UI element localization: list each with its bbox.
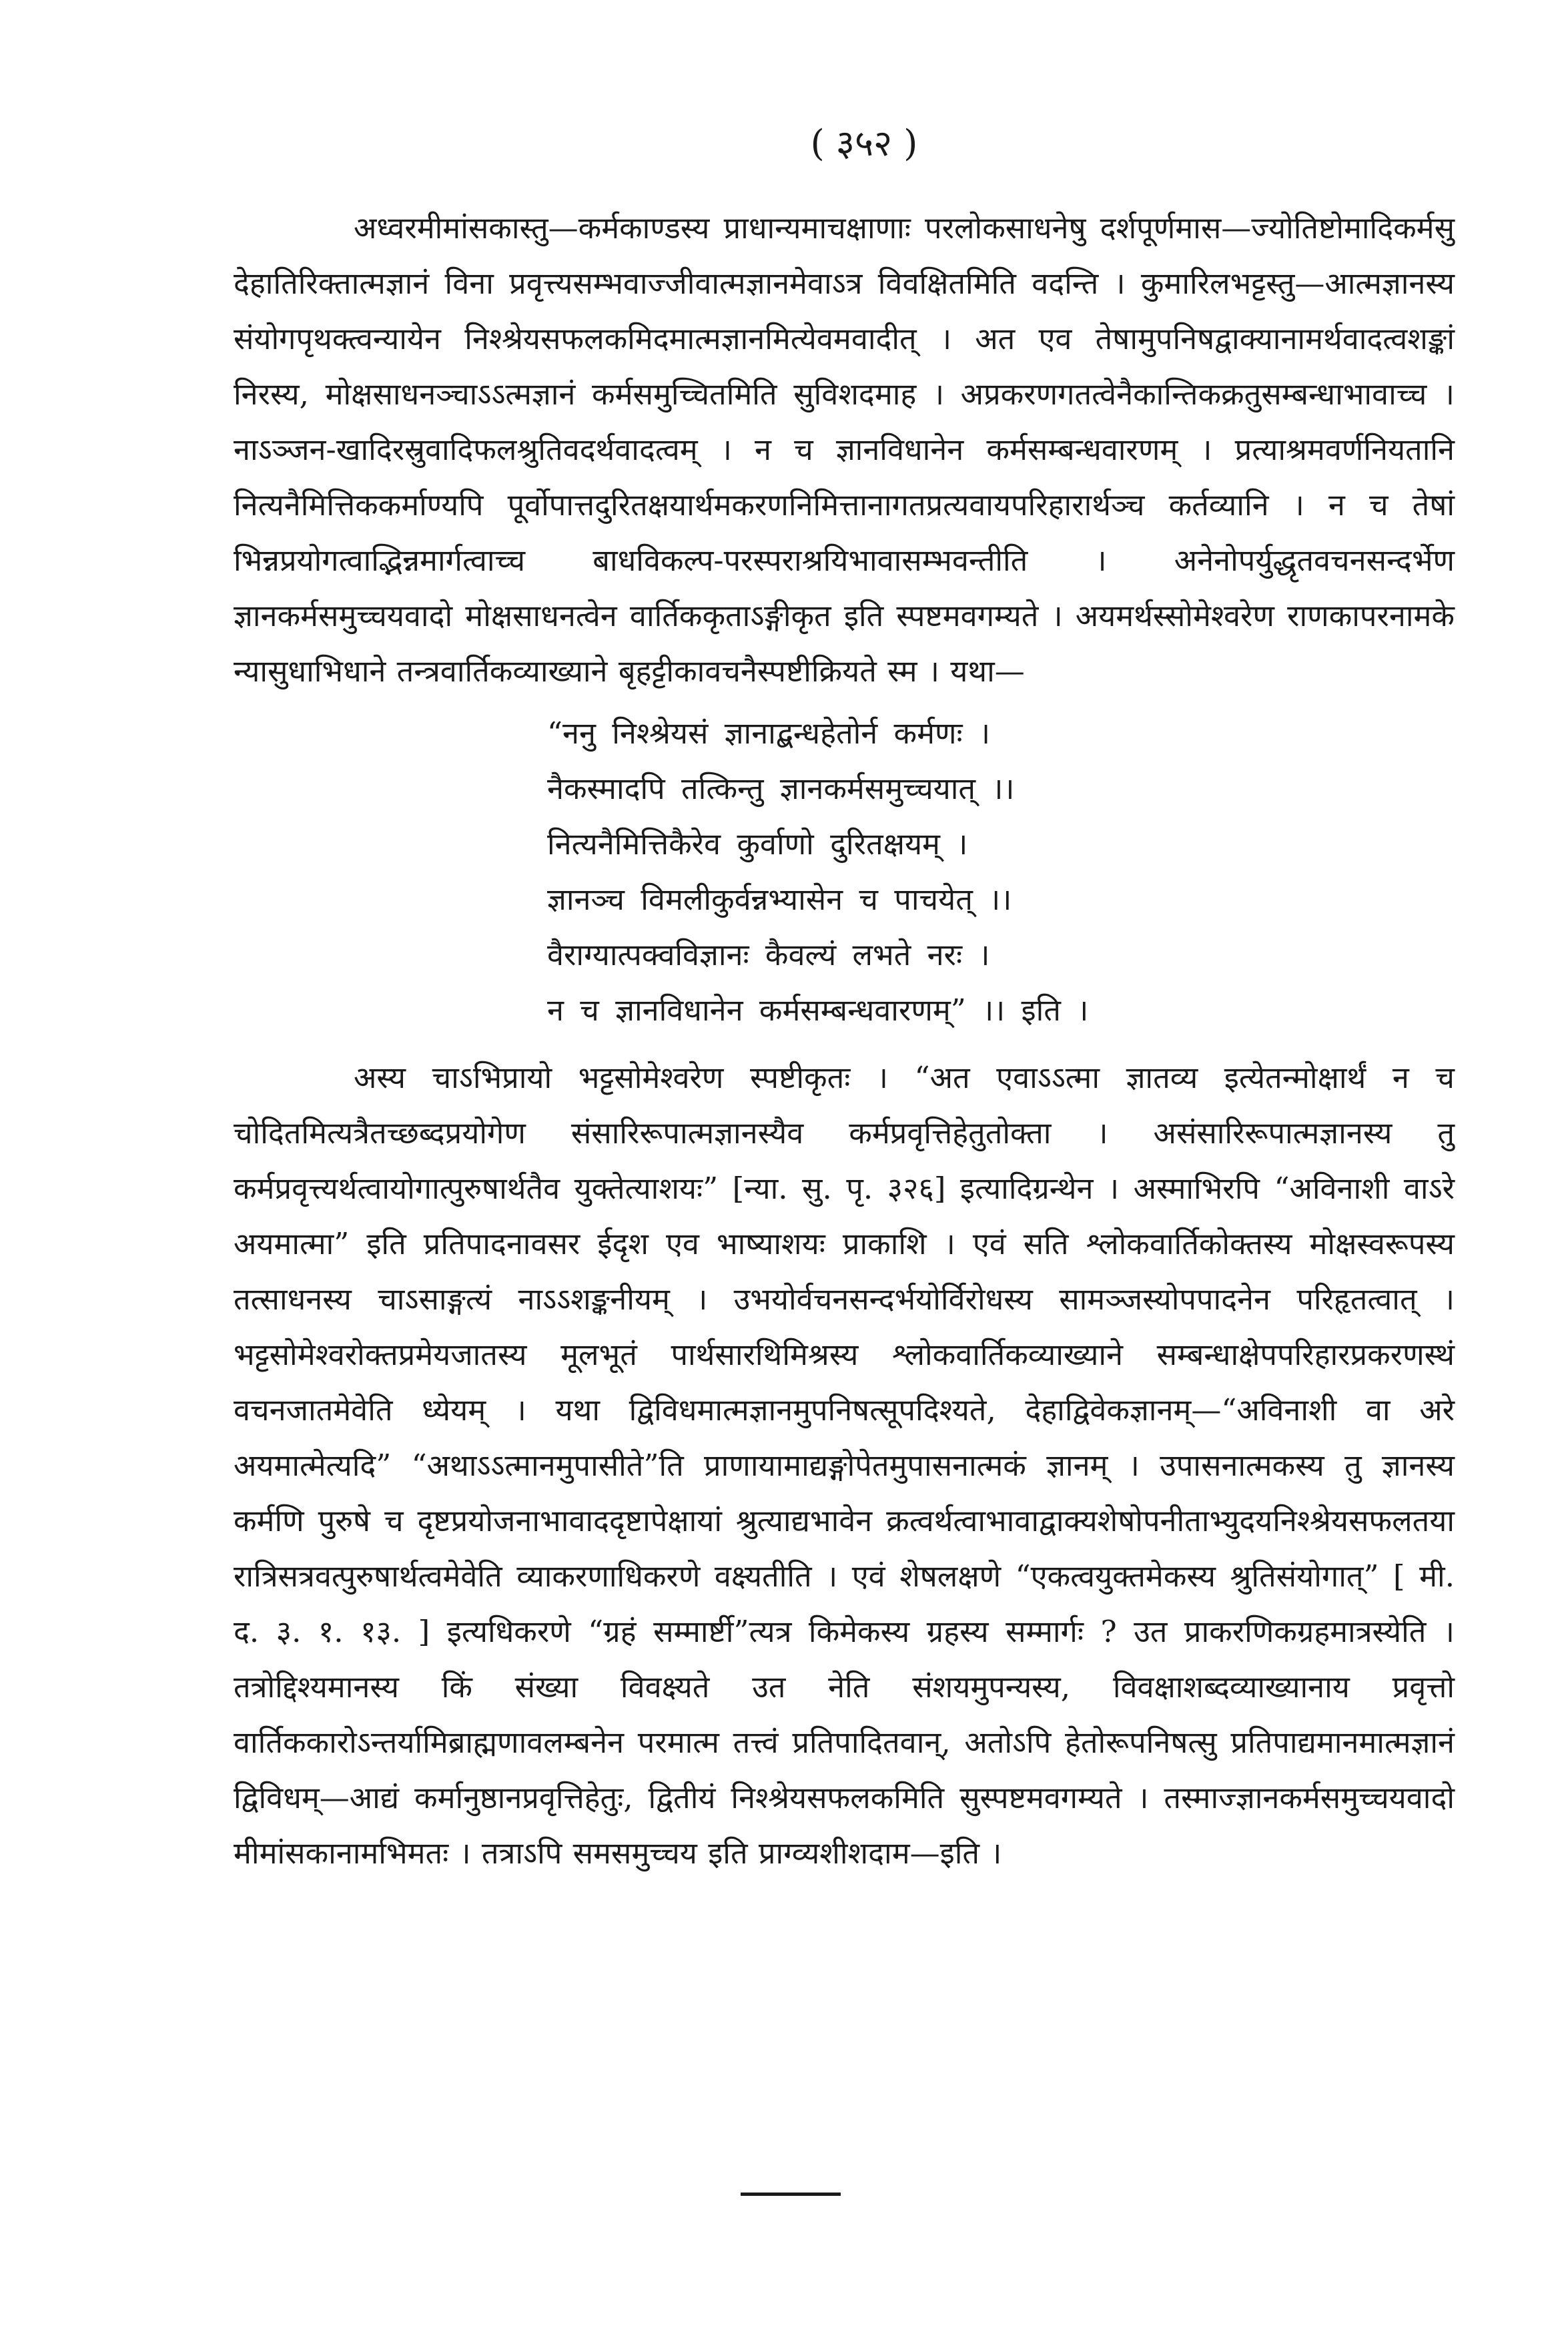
page-number: ( ३५२ )	[810, 122, 918, 164]
verse-line: नित्यनैमित्तिकैरेव कुर्वाणो दुरितक्षयम् ।	[547, 826, 968, 862]
verse-line: “ननु निश्श्रेयसं ज्ञानाद्बन्धहेतोर्न कर्मणः ।	[547, 715, 991, 751]
verse-line: न च ज्ञानविधानेन कर्मसम्बन्धवारणम्” ।। इति ।	[547, 992, 1089, 1028]
paragraph-2: अस्य चाऽभिप्रायो भट्टसोमेश्वरेण स्पष्टीकृतः । “अत एवाऽऽत्मा ज्ञातव्य इत्येतन्मोक्षार्थं न च चोदितमित्यत्रैतच्छब्दप्रयोगेण संसारिरूपात्मज्ञानस्यैव कर्मप्रवृत्तिहेतुतोक्ता । असंसारिरूपात्मज्ञानस्य तु कर्मप्रवृत्त्यर्थत्वायोगात्पुरुषार्थतैव युक्तेत्याशयः” [न्या. सु. पृ. ३२६] इत्यादिग्रन्थेन । अस्माभिरपि “अविनाशी वाऽरे अयमात्मा” इति प्रतिपादनावसर ईदृश एव भाष्याशयः प्राकाशि । एवं सति श्लोकवार्तिकोक्तस्य मोक्षस्वरूपस्य तत्साधनस्य चाऽसाङ्गत्यं नाऽऽशङ्कनीयम् । उभयोर्वचनसन्दर्भयोर्विरोधस्य सामञ्जस्योपपादनेन परिहृतत्वात् । भट्टसोमेश्वरोक्तप्रमेयजातस्य मूलभूतं पार्थसारथिमिश्रस्य श्लोकवार्तिकव्याख्याने सम्बन्धाक्षेपपरिहारप्रकरणस्थं वचनजातमेवेति ध्येयम् । यथा द्विविधमात्मज्ञानमुपनिषत्सूपदिश्यते, देहाद्विवेकज्ञानम्—“अविनाशी वा अरे अयमात्मेत्यदि” “अथाऽऽत्मानमुपासीते”ति प्राणायामाद्यङ्गोपेतमुपासनात्मकं ज्ञानम् । उपासनात्मकस्य तु ज्ञानस्य कर्मणि पुरुषे च दृष्टप्रयोजनाभावाददृष्टापेक्षायां श्रुत्याद्यभावेन क्रत्वर्थत्वाभावाद्वाक्यशेषोपनीताभ्युदयनिश्श्रेयसफलतया रात्रिसत्रवत्पुरुषार्थत्वमेवेति व्याकरणाधिकरणे वक्ष्यतीति । एवं शेषलक्षणे “एकत्वयुक्तमेकस्य श्रुतिसंयोगात्” [ मी. द. ३. १. १३. ] इत्यधिकरणे “ग्रहं सम्मार्ष्टी”त्यत्र किमेकस्य ग्रहस्य सम्मार्गः ? उत प्राकरणिकग्रहमात्रस्येति । तत्रोद्दिश्यमानस्य किं संख्या विवक्ष्यते उत नेति संशयमुपन्यस्य, विवक्षाशब्दव्याख्यानाय प्रवृत्तो वार्तिककारोऽन्तर्यामिब्राह्मणावलम्बनेन परमात्म तत्त्वं प्रतिपादितवान्, अतोऽपि हेतोरूपनिषत्सु प्रतिपाद्यमानमात्मज्ञानं द्विविधम्—आद्यं कर्मानुष्ठानप्रवृत्तिहेतुः, द्वितीयं निश्श्रेयसफलकमिति सुस्पष्टमवगम्यते । तस्माज्ज्ञानकर्मसमुच्चयवादो मीमांसकानामभिमतः । तत्राऽपि समसमुच्चय इति प्राग्व्यशीशदाम—इति ।	[234, 1060, 1455, 1871]
end-divider	[741, 2193, 841, 2196]
page-body	[234, 113, 1455, 1881]
verse-block	[547, 705, 1415, 1038]
verse-line: नैकस्मादपि तत्किन्तु ज्ञानकर्मसमुच्चयात् ।।	[547, 771, 1015, 806]
verse-line: वैराग्यात्पक्वविज्ञानः कैवल्यं लभते नरः ।	[547, 937, 990, 972]
paragraph-1: अध्वरमीमांसकास्तु—कर्मकाण्डस्य प्राधान्यमाचक्षाणाः परलोकसाधनेषु दर्शपूर्णमास—ज्योतिष्टोमादिकर्मसु देहातिरिक्तात्मज्ञानं विना प्रवृत्त्यसम्भवाज्जीवात्मज्ञानमेवाऽत्र विवक्षितमिति वदन्ति । कुमारिलभट्टस्तु—आत्मज्ञानस्य संयोगपृथक्त्वन्यायेन निश्श्रेयसफलकमिदमात्मज्ञानमित्येवमवादीत् । अत एव तेषामुपनिषद्वाक्यानामर्थवादत्वशङ्कां निरस्य, मोक्षसाधनञ्चाऽऽत्मज्ञानं कर्मसमुच्चितमिति सुविशदमाह । अप्रकरणगतत्वेनैकान्तिकक्रतुसम्बन्धाभावाच्च । नाऽञ्जन-खादिरस्रुवादिफलश्रुतिवदर्थवादत्वम् । न च ज्ञानविधानेन कर्मसम्बन्धवारणम् । प्रत्याश्रमवर्णनियतानि नित्यनैमित्तिककर्माण्यपि पूर्वोपात्तदुरितक्षयार्थमकरणनिमित्तानागतप्रत्यवायपरिहारार्थञ्च कर्तव्यानि । न च तेषां भिन्नप्रयोगत्वाद्भिन्नमार्गत्वाच्च बाधविकल्प-परस्पराश्रयिभावासम्भवन्तीति । अनेनोपर्युद्धृतवचनसन्दर्भेण ज्ञानकर्मसमुच्चयवादो मोक्षसाधनत्वेन वार्तिककृताऽङ्गीकृत इति स्पष्टमवगम्यते । अयमर्थस्सोमेश्वरेण राणकापरनामके न्यासुधाभिधाने तन्त्रवार्तिकव्याख्याने बृहट्टीकावचनैस्पष्टीक्रियते स्म । यथा—	[234, 210, 1455, 689]
verse-line: ज्ञानञ्च विमलीकुर्वन्नभ्यासेन च पाचयेत् ।।	[547, 882, 1012, 917]
